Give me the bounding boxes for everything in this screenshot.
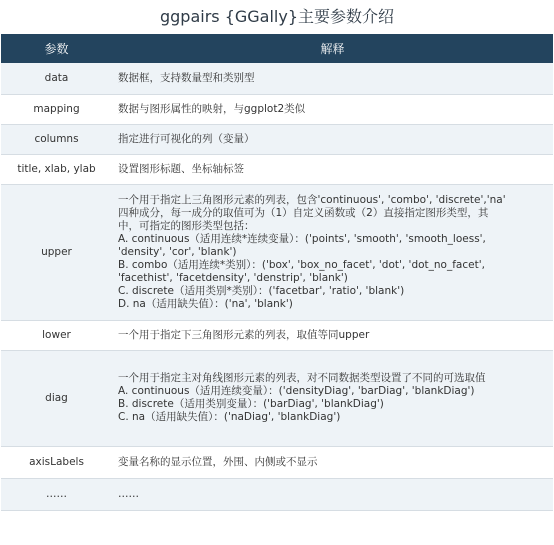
table-row [1,446,553,478]
param-cell: data [1,63,112,94]
param-cell: lower [1,320,112,350]
desc-line: 中，可指定的图形类型包括： [118,219,255,232]
table-row [1,124,553,154]
desc-line: 数据框，支持数量型和类别型 [118,71,255,84]
param-cell: mapping [1,94,112,124]
desc-line: 一个用于指定上三角图形元素的列表，包含'continuous', 'combo', 'discrete','na' [118,193,506,206]
desc-line: B. discrete（适用类别变量）：('barDiag', 'blankDiag') [118,398,384,410]
desc-cell [112,63,553,94]
table-row [1,94,553,124]
parameter-table [1,34,553,511]
table-row [1,350,553,446]
param-cell: columns [1,124,112,154]
desc-cell [112,320,553,350]
desc-cell [112,124,553,154]
param-cell: …… [1,478,112,510]
desc-line: 'facethist', 'facetdensity', 'denstrip', 'blank') [118,271,348,284]
table-row [1,478,553,510]
desc-cell [112,350,553,446]
desc-cell [112,478,553,510]
desc-line: C. discrete（适用类别*类别）：('facetbar', 'ratio', 'blank') [118,284,405,297]
desc-line: 数据与图形属性的映射，与ggplot2类似 [118,102,306,115]
desc-line: 四种成分，每一成分的取值可为（1）自定义函数或（2）直接指定图形类型，其 [118,206,489,219]
table-header-row [1,34,553,63]
desc-line: 变量名称的显示位置，外围、内侧或不显示 [118,455,318,468]
desc-cell [112,154,553,184]
desc-line: A. continuous（适用连续*连续变量）：('points', 'smooth', 'smooth_loess', [118,232,486,245]
desc-line: 指定进行可视化的列（变量） [118,132,255,145]
param-cell: upper [1,184,112,320]
table-body [1,63,553,510]
desc-cell [112,94,553,124]
table-row [1,63,553,94]
table-row [1,320,553,350]
header-param: 参数 [1,34,112,63]
desc-line: A. continuous（适用连续变量）：('densityDiag', 'barDiag', 'blankDiag') [118,385,475,397]
desc-line: 一个用于指定下三角图形元素的列表，取值等同upper [118,328,370,341]
desc-line: B. combo（适用连续*类别）：('box', 'box_no_facet', 'dot', 'dot_no_facet', [118,258,485,271]
page-title: ggpairs {GGally}主要参数介绍 [159,7,395,26]
param-cell: diag [1,350,112,446]
desc-cell [112,446,553,478]
desc-line: 设置图形标题、坐标轴标签 [118,162,244,175]
desc-line: D. na（适用缺失值）：('na', 'blank') [118,297,293,310]
table-row [1,154,553,184]
param-cell: axisLabels [1,446,112,478]
desc-line: 'density', 'cor', 'blank') [118,245,237,258]
table-row [1,184,553,320]
desc-line: 一个用于指定主对角线图形元素的列表，对不同数据类型设置了不同的可选取值 [118,372,486,384]
param-cell: title, xlab, ylab [1,154,112,184]
desc-line: …… [118,487,139,500]
desc-cell [112,184,553,320]
header-desc: 解释 [112,34,553,63]
desc-line: C. na（适用缺失值）：('naDiag', 'blankDiag') [118,411,341,423]
